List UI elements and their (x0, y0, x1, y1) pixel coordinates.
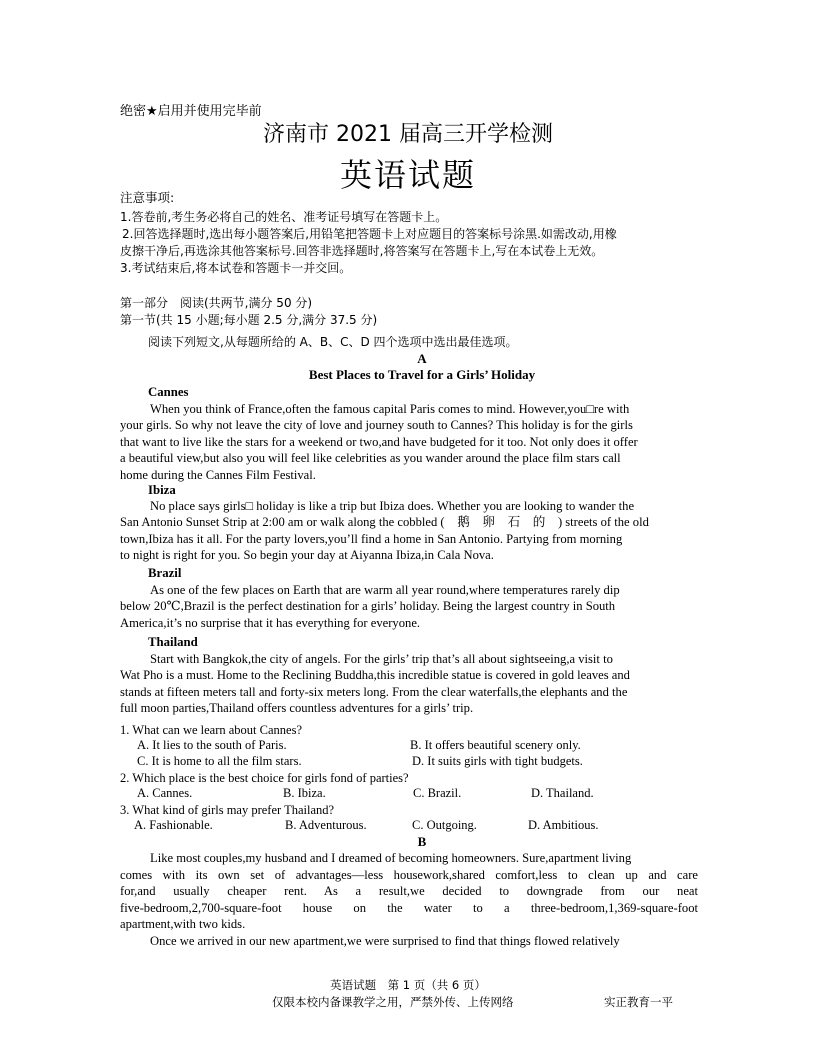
text-line: San Antonio Sunset Strip at 2:00 am or walk along the cobbled ( 鹅 卵 石 的 ) streets of the old (120, 515, 649, 530)
question-1-option-c: C. It is home to all the film stars. (137, 754, 302, 768)
paragraph-ibiza (120, 498, 712, 564)
text-line: town,Ibiza has it all. For the party lovers,you’ll find a home in San Antonio. Partying from morning (120, 531, 623, 546)
text-line: No place says girls□ holiday is like a trip but Ibiza does. Whether you are looking to wander the (150, 499, 635, 513)
text-line: apartment,with two kids. (120, 917, 246, 932)
section1-heading: 第一节(共 15 小题;每小题 2.5 分,满分 37.5 分) (120, 313, 378, 327)
notes-heading: 注意事项: (120, 190, 175, 205)
question-3-option-a: A. Fashionable. (134, 818, 213, 832)
notes-list (120, 209, 700, 277)
exam-title: 济南市 2021 届高三开学检测 (263, 122, 553, 147)
source-label: 实正教育一平 (604, 995, 673, 1009)
text-line: When you think of France,often the famous capital Paris comes to mind. However,you□re with (150, 402, 630, 416)
question-1-option-d: D. It suits girls with tight budgets. (412, 754, 583, 768)
passage-a-title: Best Places to Travel for a Girls’ Holiday (308, 367, 536, 382)
passage-b-letter: B (417, 834, 427, 849)
paragraph-b (120, 850, 698, 950)
text-line: that want to live like the stars for a weekend or two,and have budgeted for it too. Not only does it offer (120, 434, 638, 449)
text-line: Start with Bangkok,the city of angels. For the girls’ trip that’s all about sightseeing,a visit to (150, 652, 613, 666)
text-line: Like most couples,my husband and I dreamed of becoming homeowners. Sure,apartment living (150, 851, 632, 865)
paragraph-thailand (120, 651, 698, 717)
confidential-label: 绝密★启用并使用完毕前 (120, 104, 262, 119)
question-1-stem: 1. What can we learn about Cannes? (120, 723, 302, 737)
question-1-option-b: B. It offers beautiful scenery only. (410, 738, 581, 752)
question-2-option-b: B. Ibiza. (283, 786, 326, 800)
text-line: five-bedroom,2,700-square-foot house on the water to a three-bedroom,1,369-square-foot (120, 900, 698, 915)
heading-cannes: Cannes (148, 385, 189, 399)
note-item: 2.回答选择题时,选出每小题答案后,用铅笔把答题卡上对应题目的答案标号涂黑.如需改动,用橡 (122, 227, 617, 241)
text-line: Once we arrived in our new apartment,we were surprised to find that things flowed relatively (150, 933, 620, 948)
text-line: America,it’s no surprise that it has everything for everyone. (120, 615, 421, 630)
heading-ibiza: Ibiza (148, 483, 176, 497)
question-3-stem: 3. What kind of girls may prefer Thailand? (120, 803, 335, 817)
note-item: 1.答卷前,考生务必将自己的姓名、准考证号填写在答题卡上。 (120, 210, 448, 224)
text-line: your girls. So why not leave the city of love and journey south to Cannes? This holiday is for the girls (120, 418, 633, 433)
text-line: Wat Pho is a must. Home to the Reclining Buddha,this incredible statue is covered in gold leaves and (120, 668, 630, 683)
question-1-option-a: A. It lies to the south of Paris. (137, 738, 287, 752)
paragraph-brazil (120, 582, 698, 631)
heading-brazil: Brazil (148, 566, 182, 580)
paragraph-cannes (120, 401, 698, 483)
text-line: to night is right for you. So begin your day at Aiyanna Ibiza,in Cala Nova. (120, 548, 494, 563)
text-line: stands at fifteen meters tall and forty-six meters long. From the clear waterfalls,the elephants and the (120, 684, 628, 699)
question-3-option-b: B. Adventurous. (285, 818, 367, 832)
passage-a-letter: A (417, 351, 427, 366)
question-2-option-a: A. Cannes. (137, 786, 193, 800)
exam-subject: 英语试题 (339, 156, 476, 194)
heading-thailand: Thailand (148, 635, 198, 649)
question-3-option-d: D. Ambitious. (528, 818, 599, 832)
question-2-option-d: D. Thailand. (531, 786, 594, 800)
text-line: below 20℃,Brazil is the perfect destination for a girls’ holiday. Being the largest country in South (120, 599, 616, 614)
text-line: a beautiful view,but also you will feel like celebrities as you wander around the place film stars call (120, 451, 621, 466)
question-2-option-c: C. Brazil. (413, 786, 462, 800)
text-line: home during the Cannes Film Festival. (120, 467, 316, 482)
note-item: 3.考试结束后,将本试卷和答题卡一并交回。 (120, 261, 352, 275)
note-item: 皮擦干净后,再选涂其他答案标号.回答非选择题时,将答案写在答题卡上,写在本试卷上无效。 (120, 244, 604, 258)
text-line: for,and usually cheaper rent. As a result,we decided to downgrade from our neat (120, 884, 698, 899)
question-2-stem: 2. Which place is the best choice for girls fond of parties? (120, 771, 409, 785)
question-3-option-c: C. Outgoing. (412, 818, 477, 832)
text-line: As one of the few places on Earth that are warm all year round,where temperatures rarely dip (150, 583, 620, 597)
usage-notice: 仅限本校内备课教学之用，严禁外传、上传网络 (272, 995, 514, 1009)
text-line: full moon parties,Thailand offers countless adventures for a girls’ trip. (120, 701, 474, 716)
part1-heading: 第一部分 阅读(共两节,满分 50 分) (120, 296, 313, 310)
instruction: 阅读下列短文,从每题所给的 A、B、C、D 四个选项中选出最佳选项。 (148, 335, 518, 349)
text-line: comes with its own set of advantages—less housework,shared comfort,less to clean up and care (120, 867, 698, 882)
page-info: 英语试题 第 1 页（共 6 页） (330, 978, 486, 992)
